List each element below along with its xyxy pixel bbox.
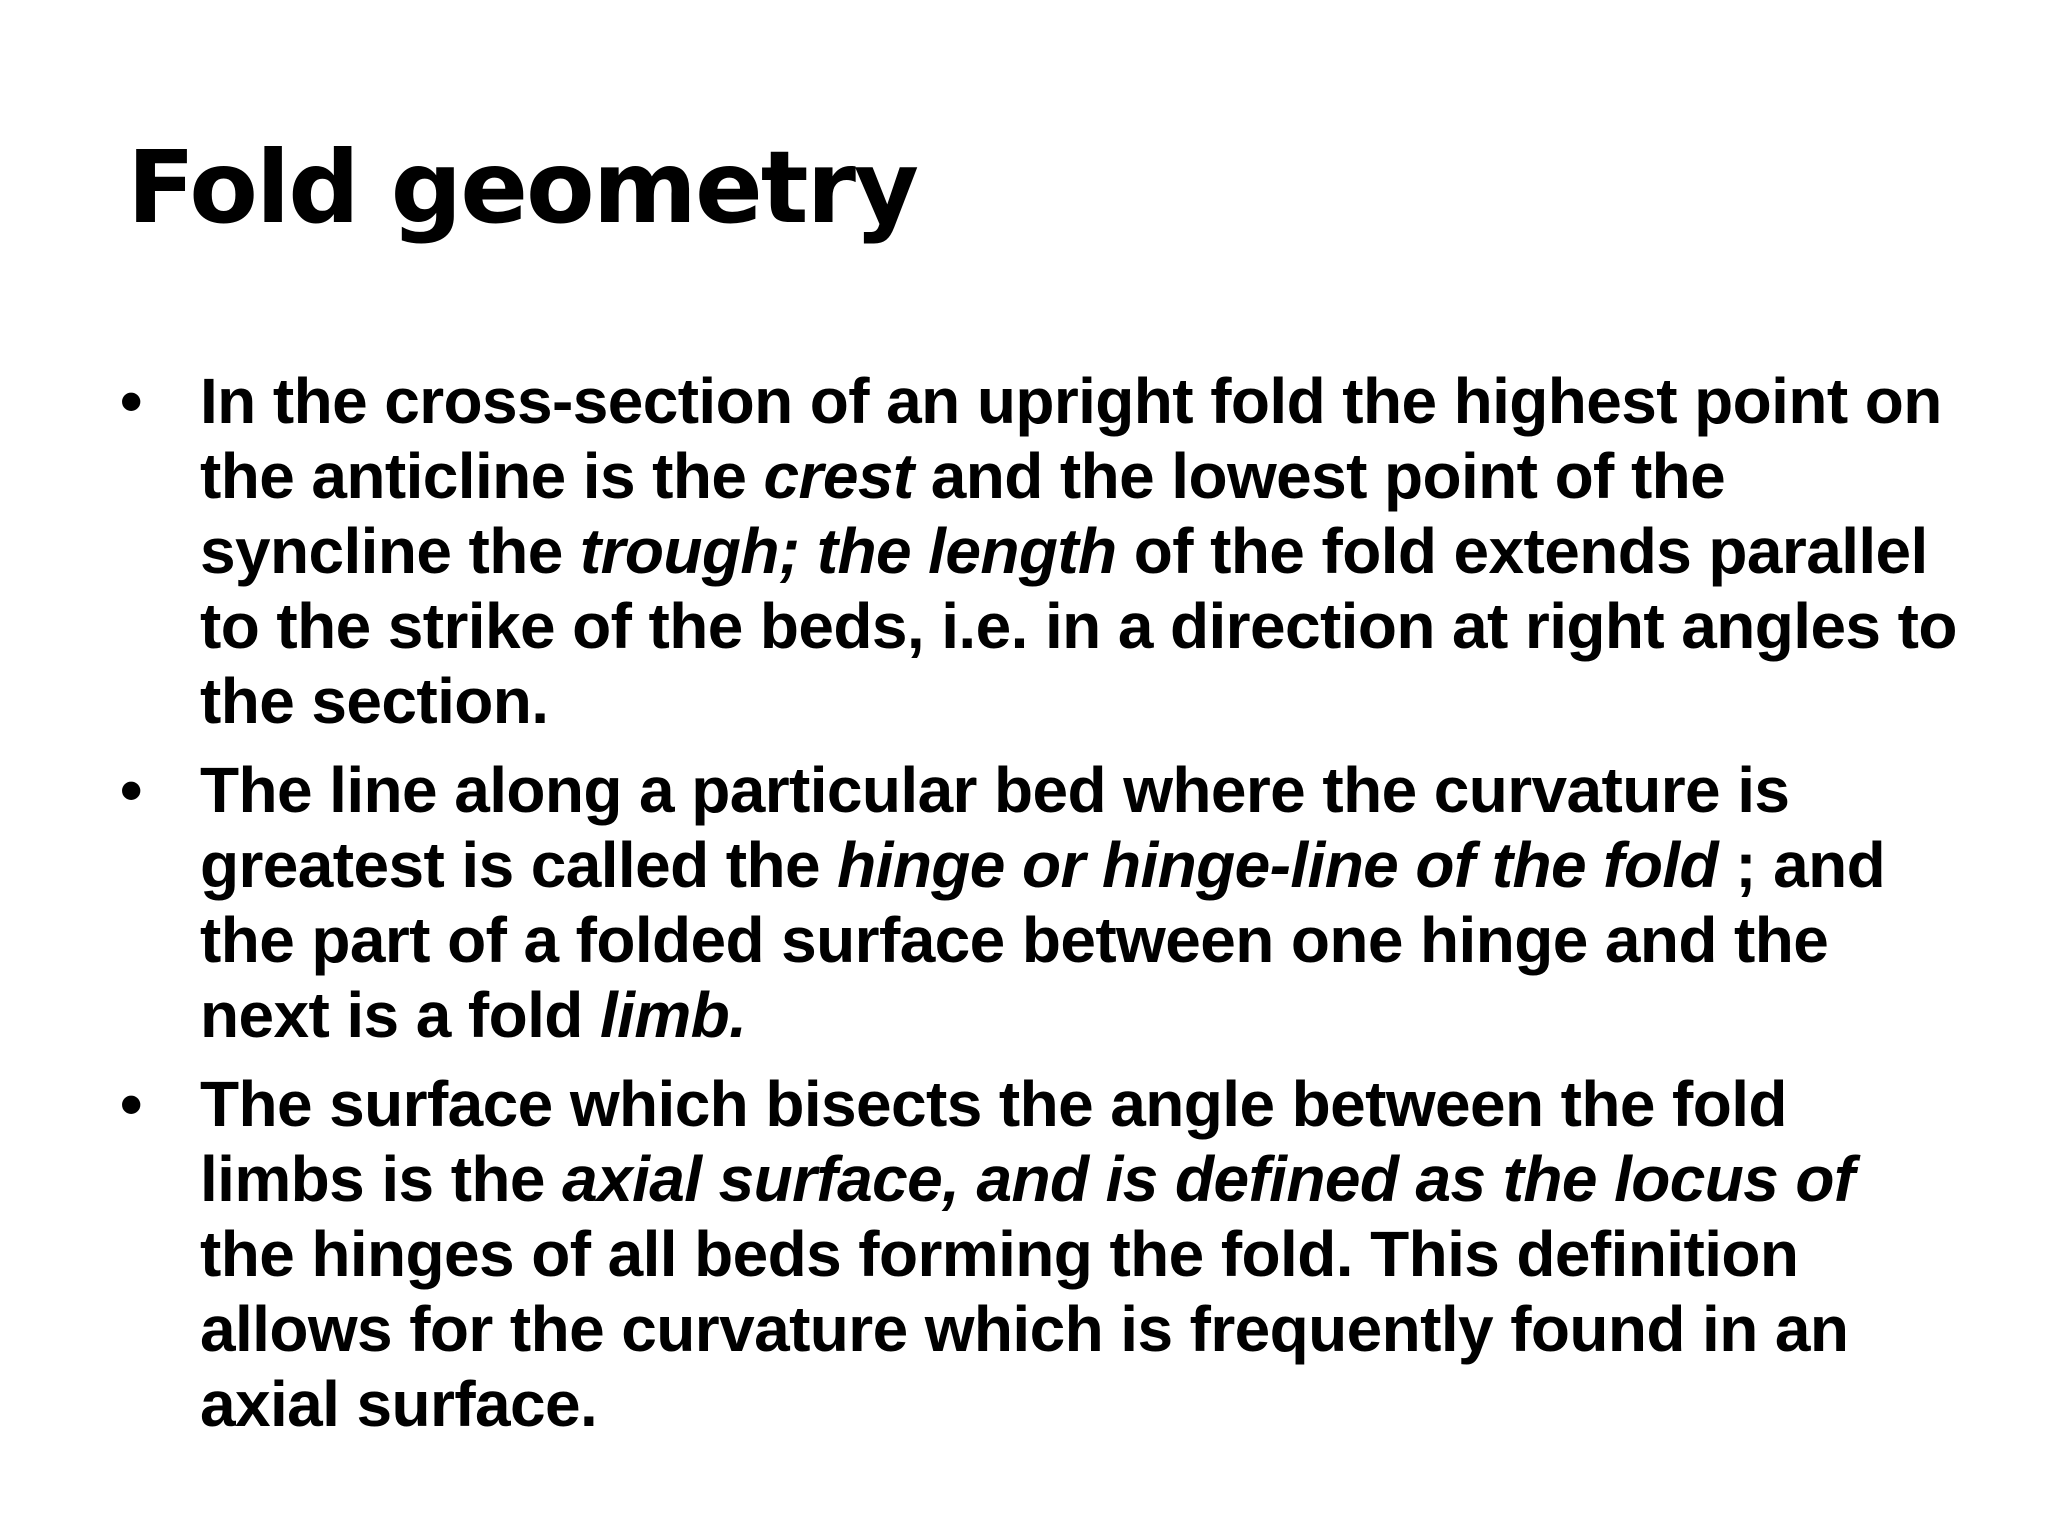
italic-term: limb. [599,979,747,1051]
bullet-text [200,754,1885,1051]
bullet-text [200,1068,1855,1440]
bullet-dot: • [120,754,142,826]
text-segment: In the cross-section of an upright fold the highest point on the anticline is the [200,365,1942,512]
bullet-item [120,1067,1960,1442]
bullet-list [120,364,1960,1456]
text-segment: The surface which bisects the angle between the fold limbs is the [200,1068,1787,1215]
bullet-item [120,364,1960,739]
bullet-dot: • [120,365,142,437]
italic-term: hinge or hinge-line of the fold [837,829,1719,901]
italic-term: axial surface, and is defined as the locus of [562,1143,1855,1215]
text-segment: of the fold extends parallel to the strike of the beds, i.e. in a direction at right angles to the section. [200,515,1957,737]
bullet-text [200,365,1957,737]
text-segment: The line along a particular bed where the curvature is greatest is called the [200,754,1790,901]
bullet-item [120,753,1960,1053]
italic-term: crest [763,440,914,512]
slide-title: Fold geometry [127,129,918,246]
text-segment: the hinges of all beds forming the fold. This definition allows for the curvature which is frequently found in an axial surface. [200,1218,1849,1440]
italic-term: trough; the length [579,515,1117,587]
text-segment: and the lowest point of the syncline the [200,440,1726,587]
bullet-dot: • [120,1068,142,1140]
text-segment: ; and the part of a folded surface between one hinge and the next is a fold [200,829,1886,1051]
